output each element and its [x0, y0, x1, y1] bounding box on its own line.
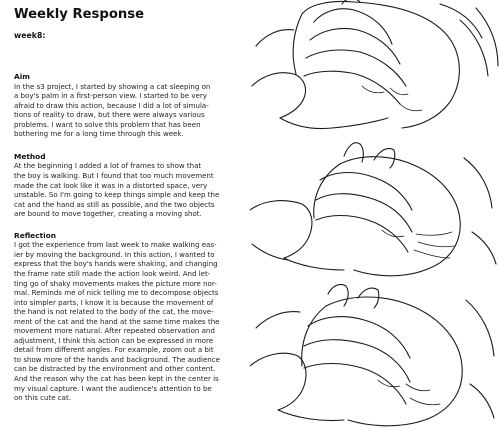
- text-line: And the reason why the cat has been kept in the center is: [14, 374, 219, 383]
- text-line: movement more natural. After repeated observation and: [14, 326, 215, 336]
- section-heading-aim: Aim: [14, 72, 30, 81]
- text-line: express that the boy's hands were shaking, and changing: [14, 259, 218, 269]
- section-body-aim: [14, 82, 254, 139]
- text-line: into simpler parts, I know it is because the movement of: [14, 297, 214, 307]
- section-heading-method: Method: [14, 151, 46, 161]
- section-aim: [14, 72, 254, 139]
- text-line: In the s3 project, I started by showing a cat sleeping on: [14, 81, 211, 91]
- text-line: cat and the hand as still as possible, and the two objects: [14, 199, 215, 209]
- section-body-reflection: [14, 240, 254, 402]
- section-body-method: [14, 161, 254, 218]
- text-line: to show more of the hands and background. The audience: [14, 354, 220, 364]
- text-line: my visual capture. I want the audience's attention to be: [14, 383, 212, 393]
- text-line: ier by moving the background. In this action, I wanted to: [14, 249, 215, 259]
- text-line: detail from different angles. For example, zoom out a bit: [14, 345, 214, 355]
- text-line: ting go of shaky movements makes the picture more nor-: [14, 278, 217, 288]
- text-line: ment of the cat and the hand at the same time makes the: [14, 316, 220, 326]
- section-heading-reflection: Reflection: [14, 230, 56, 240]
- section-reflection: [14, 231, 254, 403]
- text-line: adjustment, I think this action can be expressed in more: [14, 335, 214, 345]
- cat-on-hand-sketch-frame-1-icon: [250, 0, 499, 136]
- cat-on-hand-sketch-frame-3-icon: [250, 284, 499, 428]
- text-line: problems. I want to solve this problem that has been: [14, 119, 201, 129]
- text-line: made the cat look like it was in a distorted space, very: [14, 180, 208, 190]
- text-line: bothering me for a long time through this week.: [14, 129, 184, 139]
- text-line: the boy is walking. But I found that too much movement: [14, 171, 214, 181]
- text-line: on this cute cat.: [14, 393, 71, 403]
- text-line: At the beginning I added a lot of frames to show that: [14, 161, 202, 171]
- text-line: tions of reality to draw, but there were always various: [14, 110, 205, 120]
- text-line: the hand is not related to the body of the cat, the move-: [14, 307, 214, 317]
- document-title: Weekly Response: [14, 7, 145, 22]
- section-method: [14, 152, 254, 219]
- text-line: unstable. So I'm going to keep things simple and keep the: [14, 190, 220, 200]
- text-line: afraid to draw this action, because I did a lot of simula-: [14, 100, 209, 110]
- text-line: the frame rate still made the action look weird. And let-: [14, 268, 211, 278]
- text-line: can be distracted by the environment and other content.: [14, 364, 216, 374]
- text-line: a boy's palm in a first-person view. I started to be very: [14, 91, 207, 101]
- text-line: I got the experience from last week to make walking eas-: [14, 240, 217, 250]
- text-line: are bound to move together, creating a moving shot.: [14, 209, 202, 219]
- document-text-column: [14, 6, 254, 403]
- document-subtitle: week8:: [14, 31, 46, 40]
- text-line: mal. Reminds me of nick telling me to decompose objects: [14, 288, 219, 298]
- cat-on-hand-sketch-frame-2-icon: [250, 140, 499, 282]
